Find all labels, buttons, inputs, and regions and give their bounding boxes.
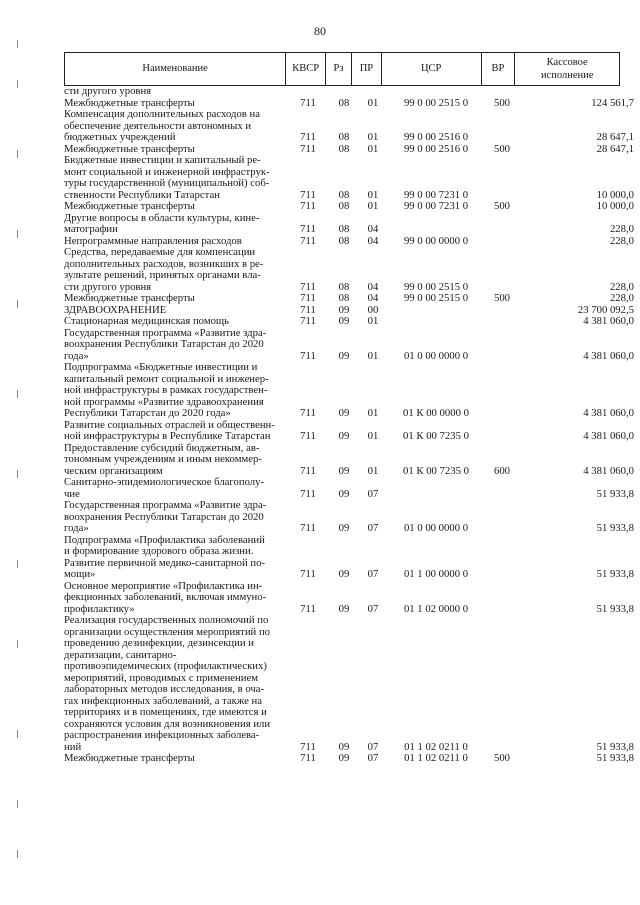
row-pr: 01 — [367, 96, 379, 109]
row-rz: 09 — [338, 522, 350, 534]
row-amount: 228,0 — [609, 292, 634, 304]
table-row — [64, 581, 634, 616]
row-pr: 04 — [367, 223, 379, 235]
row-amount: 228,0 — [609, 234, 634, 247]
row-rz: 08 — [338, 142, 350, 155]
row-csr: 01 0 00 0000 0 — [403, 522, 469, 534]
table-row — [64, 362, 634, 420]
row-rz: 09 — [338, 303, 350, 316]
row-csr: 99 0 00 2516 0 — [403, 131, 469, 143]
row-kvsr: 711 — [300, 407, 316, 419]
row-rz: 09 — [338, 430, 350, 442]
row-amount: 51 933,8 — [596, 602, 634, 615]
row-amount: 4 381 060,0 — [583, 430, 634, 442]
row-pr: 01 — [367, 407, 379, 419]
row-pr: 01 — [367, 200, 379, 212]
row-vr: 600 — [493, 464, 511, 477]
row-name: Подпрограмма «Бюджетные инвестиции и капитальный ремонт социальной и инженер- ной инфраструктуры в рамках государствен- ной программы «Развитие здравоохранения Республики Татарстан до 2020 года» — [64, 361, 269, 419]
row-csr: 99 0 00 2516 0 — [403, 142, 469, 155]
table-row — [64, 615, 634, 753]
row-pr: 01 — [367, 188, 379, 201]
row-amount: 4 381 060,0 — [583, 315, 634, 327]
row-name: Межбюджетные трансферты — [64, 292, 195, 304]
row-rz: 09 — [338, 315, 350, 327]
row-csr: 01 1 02 0211 0 — [404, 752, 468, 764]
row-rz: 09 — [338, 740, 350, 753]
row-amount: 10 000,0 — [596, 188, 634, 201]
row-csr: 99 0 00 2515 0 — [403, 292, 469, 304]
row-kvsr: 711 — [300, 234, 316, 247]
row-csr: 99 0 00 0000 0 — [403, 234, 469, 247]
row-vr: 500 — [493, 142, 511, 155]
table-header — [64, 52, 620, 86]
header-vr: ВР — [482, 53, 516, 85]
row-kvsr: 711 — [300, 292, 316, 304]
row-csr: 01 1 02 0211 0 — [404, 740, 468, 753]
row-pr: 00 — [367, 303, 379, 316]
row-pr: 07 — [367, 740, 379, 753]
row-csr: 01 К 00 7235 0 — [403, 464, 469, 477]
table-row — [64, 328, 634, 363]
table-row — [64, 443, 634, 478]
row-rz: 09 — [338, 349, 350, 362]
row-kvsr: 711 — [300, 223, 316, 235]
row-rz: 08 — [338, 280, 350, 293]
row-name: Государственная программа «Развитие здра- воохранения Республики Татарстан до 2020 года» — [64, 326, 267, 362]
row-vr: 500 — [493, 200, 511, 212]
row-kvsr: 711 — [300, 349, 316, 362]
row-name: Межбюджетные трансферты — [64, 142, 195, 155]
row-rz: 09 — [338, 464, 350, 477]
row-kvsr: 711 — [300, 131, 316, 143]
table-row — [64, 293, 634, 305]
binding-margin — [17, 40, 19, 860]
row-csr: 01 0 00 0000 0 — [403, 349, 469, 362]
row-amount: 4 381 060,0 — [583, 407, 634, 419]
row-kvsr: 711 — [300, 752, 316, 764]
row-csr: 01 1 02 0000 0 — [403, 602, 469, 615]
row-pr: 04 — [367, 292, 379, 304]
row-csr: 01 1 00 0000 0 — [403, 568, 469, 580]
row-kvsr: 711 — [300, 142, 316, 155]
row-name: Развитие социальных отраслей и общественн- ной инфраструктуры в Республике Татарстан — [64, 418, 275, 442]
row-csr: 01 К 00 7235 0 — [403, 430, 469, 442]
row-name: Стационарная медицинская помощь — [64, 315, 230, 327]
row-pr: 07 — [367, 602, 379, 615]
header-csr: ЦСР — [382, 53, 482, 85]
row-rz: 09 — [338, 487, 350, 500]
table-row — [64, 753, 634, 765]
row-amount: 51 933,8 — [596, 740, 634, 753]
row-amount: 124 561,7 — [591, 96, 634, 109]
row-amount: 28 647,1 — [596, 142, 634, 155]
row-pr: 07 — [367, 522, 379, 534]
row-pr: 01 — [367, 430, 379, 442]
row-pr: 01 — [367, 464, 379, 477]
row-kvsr: 711 — [300, 430, 316, 442]
row-amount: 51 933,8 — [596, 752, 634, 764]
table-row — [64, 201, 634, 213]
row-amount: 4 381 060,0 — [583, 464, 634, 477]
row-rz: 08 — [338, 292, 350, 304]
row-rz: 09 — [338, 752, 350, 764]
row-name: Бюджетные инвестиции и капитальный ре- монт социальной и инженерной инфраструк- туры государственной (муниципальной) соб- ственности Республики Татарстан — [64, 154, 270, 201]
row-name: ЗДРАВООХРАНЕНИЕ — [64, 303, 167, 316]
row-pr: 04 — [367, 280, 379, 293]
table-row — [64, 500, 634, 535]
row-kvsr: 711 — [300, 464, 316, 477]
header-kvsr: КВСР — [286, 53, 326, 85]
row-name: Реализация государственных полномочий по организации осуществления мероприятий по проведению дезинфекции, дезинсекции и дератизации, санитарно- противоэпидемических (профилактических) мероприятий, проводимых с применением лабораторных методов исследования, в оча- гах инфекционных заболеваний, а также на территориях и в помещениях, где имеются и сохраняются условия для возникновения или распространения инфекционных заболева- ний — [64, 614, 271, 753]
row-kvsr: 711 — [300, 303, 316, 316]
row-amount: 23 700 092,5 — [577, 303, 634, 316]
row-name: Компенсация дополнительных расходов на обеспечение деятельности автономных и бюджетных учреждений — [64, 108, 260, 143]
row-kvsr: 711 — [300, 96, 316, 109]
row-rz: 08 — [338, 223, 350, 235]
row-csr: 01 К 00 0000 0 — [403, 407, 469, 419]
header-pr: ПР — [352, 53, 382, 85]
row-rz: 08 — [338, 131, 350, 143]
header-rz: Рз — [326, 53, 352, 85]
row-name: Основное мероприятие «Профилактика ин- фекционных заболеваний, включая иммуно- профилактику» — [64, 579, 267, 615]
table-row — [64, 535, 634, 581]
row-vr: 500 — [493, 96, 511, 109]
row-name: Санитарно-эпидемиологическое благополу- чие — [64, 476, 265, 500]
row-rz: 08 — [338, 96, 350, 109]
row-kvsr: 711 — [300, 568, 316, 580]
row-amount: 228,0 — [609, 280, 634, 293]
header-kass: Кассовое исполнение — [540, 56, 594, 81]
row-rz: 08 — [338, 188, 350, 201]
table-row — [64, 247, 634, 293]
table-body — [64, 86, 634, 765]
row-name: Другие вопросы в области культуры, кине- матографии — [64, 211, 260, 235]
row-kvsr: 711 — [300, 280, 316, 293]
row-rz: 09 — [338, 407, 350, 419]
table-row — [64, 420, 634, 443]
row-kvsr: 711 — [300, 315, 316, 327]
row-vr: 500 — [493, 752, 511, 764]
row-kvsr: 711 — [300, 200, 316, 212]
row-name: Непрограммные направления расходов — [64, 234, 242, 247]
table-row — [64, 155, 634, 201]
row-amount: 10 000,0 — [596, 200, 634, 212]
row-csr: 99 0 00 7231 0 — [403, 188, 469, 201]
row-rz: 08 — [338, 200, 350, 212]
page-number: 80 — [314, 24, 326, 38]
row-kvsr: 711 — [300, 740, 316, 753]
row-name: Средства, передаваемые для компенсации дополнительных расходов, возникших в ре- зультате решений, принятых органами вла- сти другого уровня — [64, 246, 264, 293]
row-amount: 51 933,8 — [596, 568, 634, 580]
row-pr: 01 — [367, 131, 379, 143]
row-amount: 228,0 — [609, 223, 634, 235]
table-row — [64, 477, 634, 500]
row-pr: 07 — [367, 487, 379, 500]
row-pr: 01 — [367, 142, 379, 155]
row-kvsr: 711 — [300, 522, 316, 534]
row-csr: 99 0 00 2515 0 — [403, 280, 469, 293]
row-name: Межбюджетные трансферты — [64, 96, 195, 109]
table-row — [64, 109, 634, 144]
row-name: сти другого уровня — [64, 85, 152, 97]
row-rz: 08 — [338, 234, 350, 247]
row-rz: 09 — [338, 568, 350, 580]
row-csr: 99 0 00 7231 0 — [403, 200, 469, 212]
row-amount: 51 933,8 — [596, 487, 634, 500]
row-amount: 28 647,1 — [596, 131, 634, 143]
row-name: Межбюджетные трансферты — [64, 752, 195, 764]
row-name: Подпрограмма «Профилактика заболеваний и формирование здорового образа жизни. Развитие первичной медико-санитарной по- мощи» — [64, 533, 265, 580]
row-kvsr: 711 — [300, 188, 316, 201]
table-row — [64, 316, 634, 328]
row-name: Предоставление субсидий бюджетным, ав- тономным учреждениям и иным некоммер- ческим организациям — [64, 441, 262, 477]
row-kvsr: 711 — [300, 487, 316, 500]
row-pr: 07 — [367, 568, 379, 580]
row-pr: 01 — [367, 315, 379, 327]
row-vr: 500 — [493, 292, 511, 304]
row-name: Межбюджетные трансферты — [64, 200, 195, 212]
row-name: Государственная программа «Развитие здра- воохранения Республики Татарстан до 2020 года» — [64, 499, 267, 534]
table-row — [64, 213, 634, 236]
table-row — [64, 86, 634, 98]
row-amount: 51 933,8 — [596, 522, 634, 534]
row-kvsr: 711 — [300, 602, 316, 615]
row-amount: 4 381 060,0 — [583, 349, 634, 362]
header-name: Наименование — [65, 53, 286, 85]
row-csr: 99 0 00 2515 0 — [403, 96, 469, 109]
row-pr: 01 — [367, 349, 379, 362]
row-pr: 07 — [367, 752, 379, 764]
row-rz: 09 — [338, 602, 350, 615]
row-pr: 04 — [367, 234, 379, 247]
